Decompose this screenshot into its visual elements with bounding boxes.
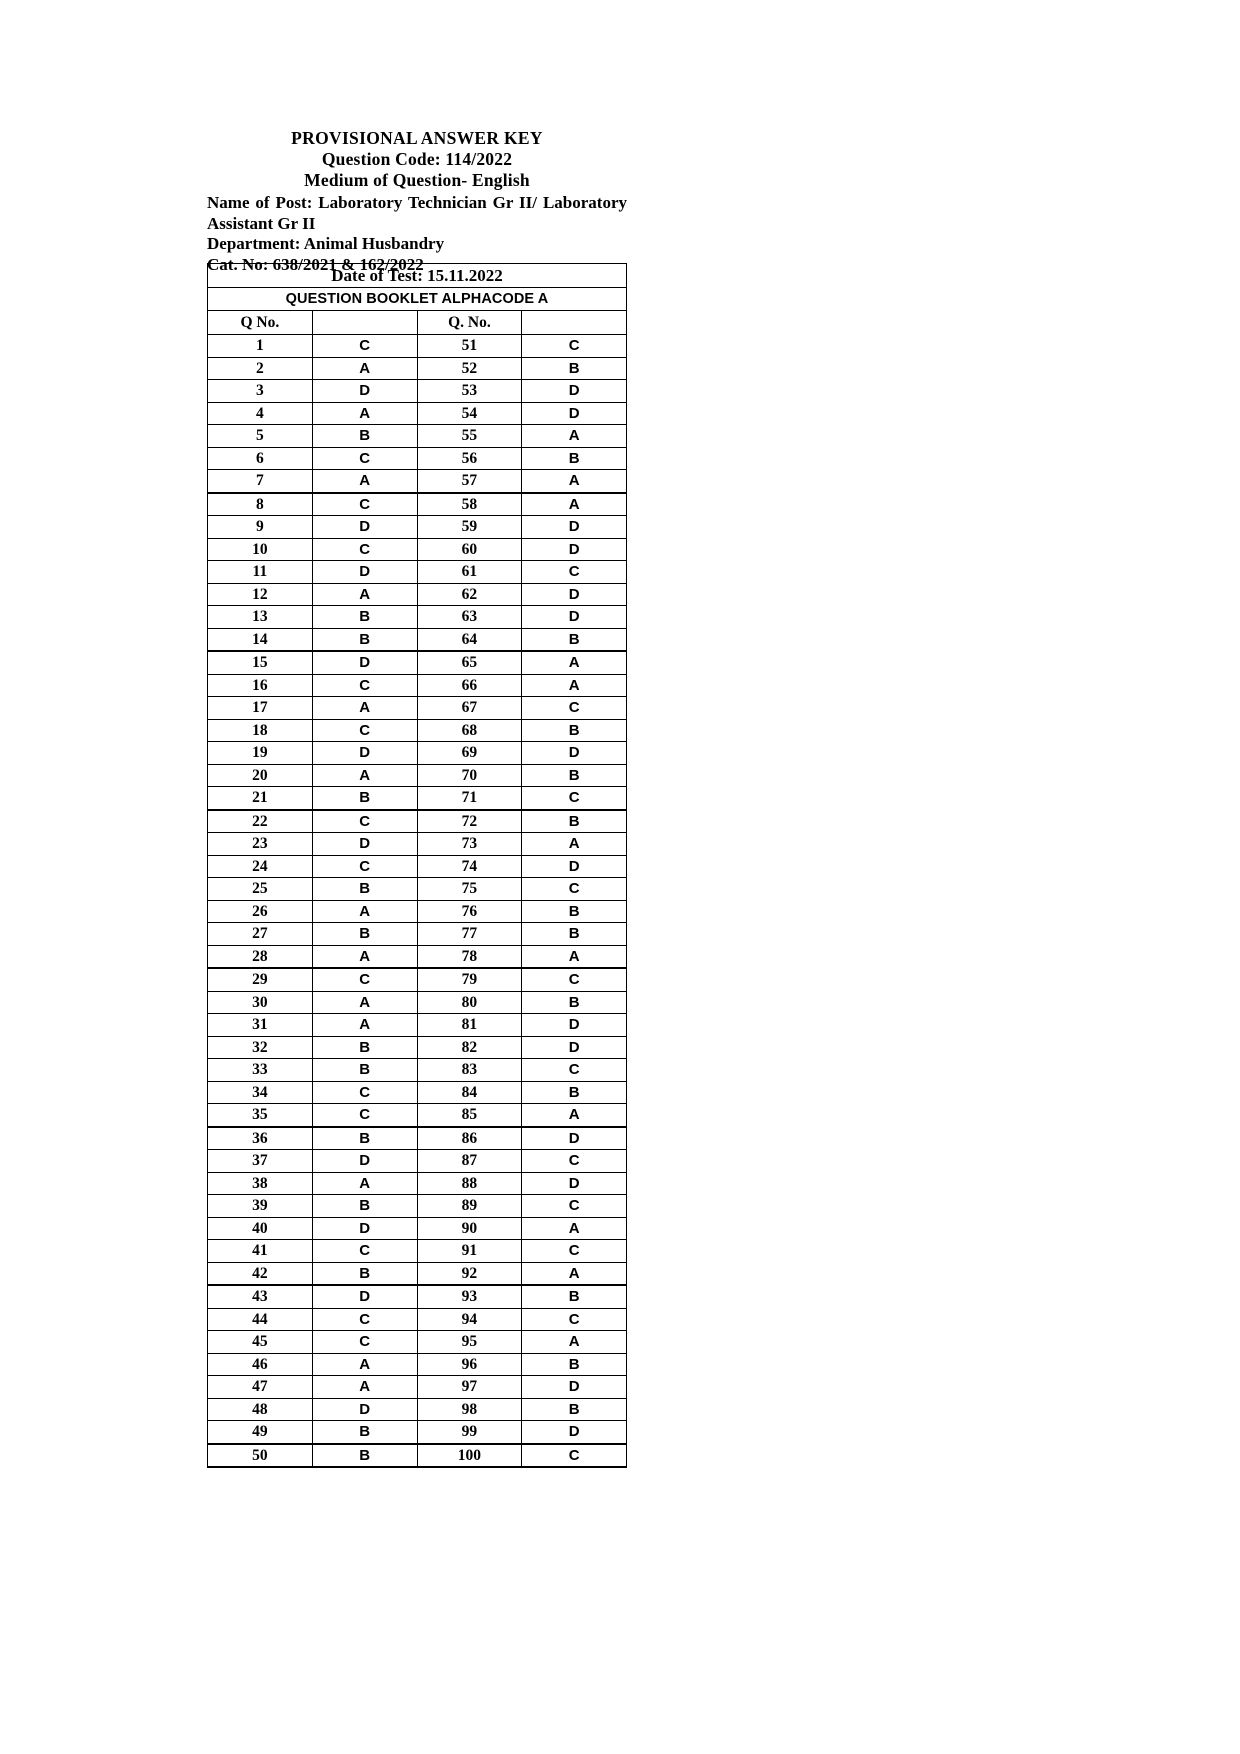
answer-right: B: [522, 1081, 627, 1104]
question-number-left: 36: [208, 1127, 313, 1150]
table-row: [208, 787, 627, 810]
answer-right: D: [522, 402, 627, 425]
question-number-right: 85: [417, 1104, 522, 1127]
answer-left: C: [312, 1240, 417, 1263]
question-number-left: 38: [208, 1172, 313, 1195]
answer-left: C: [312, 1308, 417, 1331]
table-row: [208, 742, 627, 765]
table-row: [208, 855, 627, 878]
question-number-right: 81: [417, 1014, 522, 1037]
question-number-right: 92: [417, 1262, 522, 1285]
answer-left: B: [312, 628, 417, 651]
table-row: [208, 923, 627, 946]
answer-right: A: [522, 833, 627, 856]
question-number-left: 7: [208, 470, 313, 493]
table-row: [208, 651, 627, 674]
question-number-right: 71: [417, 787, 522, 810]
answer-right: A: [522, 1104, 627, 1127]
question-number-left: 19: [208, 742, 313, 765]
table-row: [208, 1262, 627, 1285]
page-title: PROVISIONAL ANSWER KEY: [291, 128, 543, 148]
table-row: [208, 493, 627, 516]
column-header-row: [208, 311, 627, 335]
question-number-right: 66: [417, 674, 522, 697]
answer-key-table-body: [208, 264, 627, 1468]
question-number-left: 46: [208, 1353, 313, 1376]
table-row: [208, 606, 627, 629]
table-row: [208, 447, 627, 470]
table-row: [208, 1104, 627, 1127]
question-number-left: 33: [208, 1059, 313, 1082]
answer-right: D: [522, 742, 627, 765]
name-of-post-continued: Assistant Gr II: [207, 213, 316, 233]
question-number-left: 31: [208, 1014, 313, 1037]
table-row: [208, 1195, 627, 1218]
table-row: [208, 697, 627, 720]
question-number-left: 8: [208, 493, 313, 516]
column-header-answer-right: [522, 311, 627, 335]
answer-right: C: [522, 878, 627, 901]
answer-left: A: [312, 1353, 417, 1376]
table-row: [208, 335, 627, 358]
answer-right: C: [522, 335, 627, 358]
table-row: [208, 1014, 627, 1037]
question-number-right: 84: [417, 1081, 522, 1104]
alphacode-row: [208, 288, 627, 311]
answer-left: A: [312, 402, 417, 425]
question-number-left: 39: [208, 1195, 313, 1218]
answer-left: C: [312, 968, 417, 991]
answer-left: C: [312, 335, 417, 358]
table-row: [208, 1376, 627, 1399]
answer-left: C: [312, 447, 417, 470]
table-row: [208, 991, 627, 1014]
answer-right: B: [522, 447, 627, 470]
table-row: [208, 357, 627, 380]
question-number-right: 77: [417, 923, 522, 946]
answer-left: A: [312, 764, 417, 787]
question-number-right: 59: [417, 516, 522, 539]
question-number-right: 78: [417, 945, 522, 968]
table-row: [208, 1398, 627, 1421]
table-row: [208, 1150, 627, 1173]
question-number-left: 42: [208, 1262, 313, 1285]
question-number-right: 87: [417, 1150, 522, 1173]
question-number-right: 93: [417, 1285, 522, 1308]
answer-left: D: [312, 1150, 417, 1173]
answer-left: D: [312, 380, 417, 403]
answer-left: B: [312, 1036, 417, 1059]
question-number-left: 37: [208, 1150, 313, 1173]
question-number-right: 75: [417, 878, 522, 901]
answer-right: C: [522, 1150, 627, 1173]
question-number-left: 20: [208, 764, 313, 787]
answer-right: A: [522, 493, 627, 516]
answer-right: D: [522, 380, 627, 403]
question-number-right: 57: [417, 470, 522, 493]
answer-right: B: [522, 628, 627, 651]
question-number-left: 43: [208, 1285, 313, 1308]
question-number-right: 89: [417, 1195, 522, 1218]
answer-left: A: [312, 697, 417, 720]
answer-right: B: [522, 1398, 627, 1421]
table-row: [208, 968, 627, 991]
answer-right: C: [522, 697, 627, 720]
answer-right: A: [522, 1262, 627, 1285]
question-number-right: 51: [417, 335, 522, 358]
answer-right: A: [522, 470, 627, 493]
table-row: [208, 1127, 627, 1150]
question-number-right: 94: [417, 1308, 522, 1331]
question-number-left: 44: [208, 1308, 313, 1331]
question-number-right: 90: [417, 1217, 522, 1240]
table-row: [208, 470, 627, 493]
answer-left: C: [312, 538, 417, 561]
table-row: [208, 764, 627, 787]
column-header-q-no-right: Q. No.: [417, 311, 522, 335]
table-row: [208, 1421, 627, 1444]
answer-right: C: [522, 787, 627, 810]
question-number-left: 4: [208, 402, 313, 425]
answer-right: D: [522, 855, 627, 878]
answer-right: B: [522, 1285, 627, 1308]
question-number-left: 12: [208, 583, 313, 606]
table-row: [208, 402, 627, 425]
answer-left: B: [312, 923, 417, 946]
answer-left: C: [312, 1081, 417, 1104]
question-number-right: 53: [417, 380, 522, 403]
answer-left: C: [312, 1331, 417, 1354]
question-number-left: 17: [208, 697, 313, 720]
answer-left: A: [312, 991, 417, 1014]
answer-right: C: [522, 1240, 627, 1263]
answer-left: B: [312, 1444, 417, 1468]
answer-right: D: [522, 1014, 627, 1037]
date-of-test: Date of Test: 15.11.2022: [208, 264, 627, 288]
question-number-right: 91: [417, 1240, 522, 1263]
answer-right: A: [522, 674, 627, 697]
question-number-right: 54: [417, 402, 522, 425]
answer-right: C: [522, 1444, 627, 1468]
answer-right: D: [522, 1421, 627, 1444]
answer-left: A: [312, 1376, 417, 1399]
question-number-left: 22: [208, 810, 313, 833]
question-number-left: 6: [208, 447, 313, 470]
answer-right: D: [522, 583, 627, 606]
answer-right: B: [522, 923, 627, 946]
date-of-test-row: [208, 264, 627, 288]
question-number-right: 65: [417, 651, 522, 674]
answer-left: B: [312, 1421, 417, 1444]
question-number-left: 18: [208, 719, 313, 742]
answer-left: A: [312, 583, 417, 606]
question-number-right: 62: [417, 583, 522, 606]
question-number-right: 60: [417, 538, 522, 561]
table-row: [208, 1081, 627, 1104]
answer-left: A: [312, 1014, 417, 1037]
table-row: [208, 380, 627, 403]
question-number-right: 58: [417, 493, 522, 516]
answer-right: B: [522, 810, 627, 833]
answer-right: B: [522, 719, 627, 742]
department: Department: Animal Husbandry: [207, 234, 445, 253]
table-row: [208, 1217, 627, 1240]
answer-left: A: [312, 470, 417, 493]
answer-right: D: [522, 1376, 627, 1399]
answer-right: A: [522, 651, 627, 674]
answer-left: C: [312, 1104, 417, 1127]
answer-left: D: [312, 516, 417, 539]
table-row: [208, 561, 627, 584]
question-number-right: 72: [417, 810, 522, 833]
question-number-right: 79: [417, 968, 522, 991]
question-number-right: 98: [417, 1398, 522, 1421]
answer-right: A: [522, 1331, 627, 1354]
question-number-left: 24: [208, 855, 313, 878]
table-row: [208, 538, 627, 561]
answer-left: C: [312, 674, 417, 697]
answer-left: B: [312, 1262, 417, 1285]
question-number-left: 32: [208, 1036, 313, 1059]
answer-left: D: [312, 561, 417, 584]
question-number-left: 35: [208, 1104, 313, 1127]
question-number-right: 97: [417, 1376, 522, 1399]
table-row: [208, 810, 627, 833]
answer-left: A: [312, 1172, 417, 1195]
question-number-left: 34: [208, 1081, 313, 1104]
question-number-right: 76: [417, 900, 522, 923]
question-number-right: 67: [417, 697, 522, 720]
answer-left: D: [312, 833, 417, 856]
column-header-answer-left: [312, 311, 417, 335]
answer-right: C: [522, 1059, 627, 1082]
question-number-right: 64: [417, 628, 522, 651]
question-number-left: 28: [208, 945, 313, 968]
question-number-left: 49: [208, 1421, 313, 1444]
column-header-q-no-left: Q No.: [208, 311, 313, 335]
table-row: [208, 719, 627, 742]
table-row: [208, 628, 627, 651]
table-row: [208, 425, 627, 448]
document-header: [207, 128, 627, 275]
question-number-right: 95: [417, 1331, 522, 1354]
question-number-left: 47: [208, 1376, 313, 1399]
question-number-left: 16: [208, 674, 313, 697]
answer-left: B: [312, 787, 417, 810]
question-number-right: 68: [417, 719, 522, 742]
answer-left: D: [312, 1285, 417, 1308]
table-row: [208, 583, 627, 606]
question-number-right: 82: [417, 1036, 522, 1059]
question-number-right: 88: [417, 1172, 522, 1195]
question-number-left: 48: [208, 1398, 313, 1421]
alphacode-label: QUESTION BOOKLET ALPHACODE A: [208, 288, 627, 311]
answer-left: B: [312, 1195, 417, 1218]
question-number-left: 50: [208, 1444, 313, 1468]
table-row: [208, 1353, 627, 1376]
question-number-left: 11: [208, 561, 313, 584]
table-row: [208, 1308, 627, 1331]
answer-right: D: [522, 538, 627, 561]
table-row: [208, 945, 627, 968]
answer-right: D: [522, 1172, 627, 1195]
answer-right: D: [522, 606, 627, 629]
question-number-left: 2: [208, 357, 313, 380]
question-number-right: 70: [417, 764, 522, 787]
answer-right: D: [522, 1127, 627, 1150]
question-number-right: 86: [417, 1127, 522, 1150]
question-number-left: 25: [208, 878, 313, 901]
table-row: [208, 516, 627, 539]
question-number-left: 30: [208, 991, 313, 1014]
answer-right: A: [522, 945, 627, 968]
answer-left: B: [312, 1127, 417, 1150]
table-row: [208, 1444, 627, 1468]
answer-left: C: [312, 493, 417, 516]
question-number-left: 13: [208, 606, 313, 629]
answer-right: C: [522, 561, 627, 584]
question-number-right: 55: [417, 425, 522, 448]
question-number-left: 41: [208, 1240, 313, 1263]
answer-left: D: [312, 651, 417, 674]
question-number-right: 96: [417, 1353, 522, 1376]
question-number-left: 3: [208, 380, 313, 403]
answer-left: A: [312, 945, 417, 968]
table-row: [208, 833, 627, 856]
table-row: [208, 878, 627, 901]
question-number-left: 26: [208, 900, 313, 923]
question-number-left: 27: [208, 923, 313, 946]
question-number-right: 83: [417, 1059, 522, 1082]
answer-right: B: [522, 991, 627, 1014]
answer-right: B: [522, 357, 627, 380]
question-number-left: 5: [208, 425, 313, 448]
medium-of-question: Medium of Question- English: [304, 170, 530, 190]
table-row: [208, 1036, 627, 1059]
answer-left: B: [312, 425, 417, 448]
question-number-left: 29: [208, 968, 313, 991]
answer-left: D: [312, 742, 417, 765]
answer-right: B: [522, 1353, 627, 1376]
table-row: [208, 1285, 627, 1308]
name-of-post: Name of Post: Laboratory Technician Gr II/ Laboratory: [207, 193, 627, 212]
answer-right: D: [522, 516, 627, 539]
question-number-right: 56: [417, 447, 522, 470]
question-code: Question Code: 114/2022: [321, 149, 513, 169]
question-number-left: 15: [208, 651, 313, 674]
question-number-right: 74: [417, 855, 522, 878]
answer-right: B: [522, 764, 627, 787]
question-number-left: 10: [208, 538, 313, 561]
table-row: [208, 1240, 627, 1263]
answer-left: D: [312, 1217, 417, 1240]
question-number-right: 61: [417, 561, 522, 584]
question-number-right: 73: [417, 833, 522, 856]
question-number-left: 14: [208, 628, 313, 651]
question-number-right: 69: [417, 742, 522, 765]
answer-right: A: [522, 1217, 627, 1240]
answer-left: B: [312, 1059, 417, 1082]
answer-right: C: [522, 968, 627, 991]
question-number-left: 21: [208, 787, 313, 810]
question-number-left: 45: [208, 1331, 313, 1354]
question-number-right: 99: [417, 1421, 522, 1444]
table-row: [208, 674, 627, 697]
answer-right: D: [522, 1036, 627, 1059]
answer-right: C: [522, 1195, 627, 1218]
question-number-left: 23: [208, 833, 313, 856]
answer-left: C: [312, 855, 417, 878]
question-number-right: 80: [417, 991, 522, 1014]
table-row: [208, 1331, 627, 1354]
question-number-left: 40: [208, 1217, 313, 1240]
cat-no: Cat. No: 638/2021 & 162/2022: [207, 254, 424, 274]
answer-left: C: [312, 810, 417, 833]
table-row: [208, 1059, 627, 1082]
answer-left: A: [312, 900, 417, 923]
table-row: [208, 900, 627, 923]
question-number-left: 1: [208, 335, 313, 358]
answer-key-table: [207, 263, 627, 1468]
question-number-right: 63: [417, 606, 522, 629]
answer-right: C: [522, 1308, 627, 1331]
answer-left: C: [312, 719, 417, 742]
answer-left: D: [312, 1398, 417, 1421]
answer-left: A: [312, 357, 417, 380]
question-number-right: 52: [417, 357, 522, 380]
answer-right: B: [522, 900, 627, 923]
answer-left: B: [312, 606, 417, 629]
answer-right: A: [522, 425, 627, 448]
answer-left: B: [312, 878, 417, 901]
question-number-left: 9: [208, 516, 313, 539]
question-number-right: 100: [417, 1444, 522, 1468]
table-row: [208, 1172, 627, 1195]
